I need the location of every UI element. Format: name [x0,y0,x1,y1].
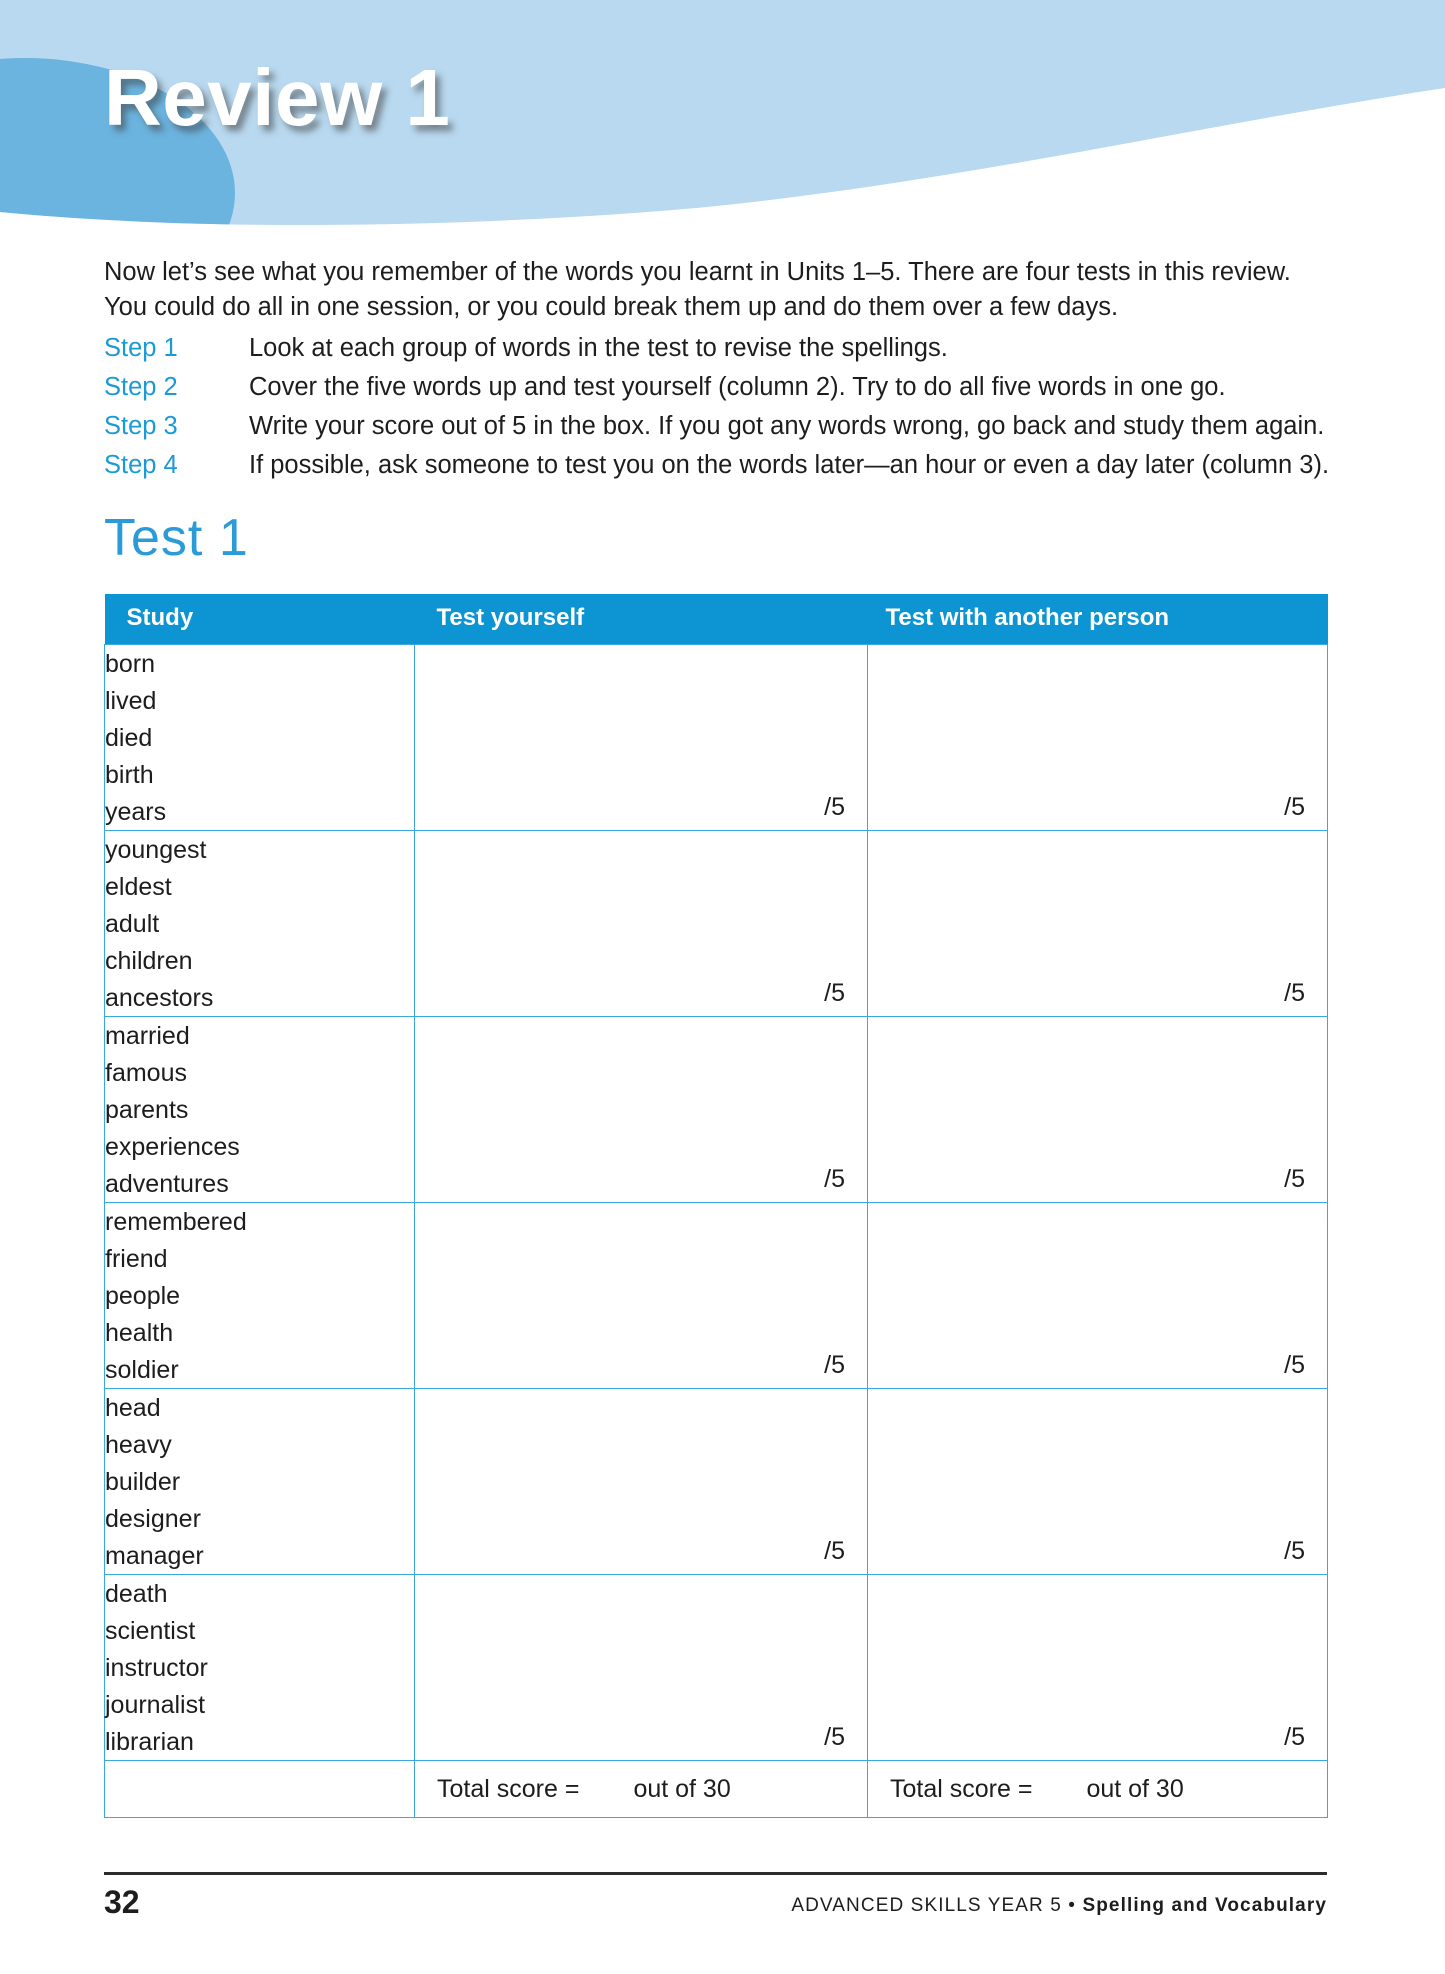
total-row-empty-cell [105,1761,415,1818]
study-word: eldest [105,873,172,901]
step-label: Step 3 [104,412,178,441]
spelling-test-table-wrapper [104,594,1327,1818]
footer-subject-label: Spelling and Vocabulary [1082,1895,1327,1916]
study-word: adult [105,910,160,938]
step-text: Write your score out of 5 in the box. If you got any words wrong, go back and study them again. [249,412,1325,441]
study-words-cell [105,1203,415,1389]
table-row [105,1575,1328,1761]
spelling-test-table [104,594,1328,1818]
study-word: death [105,1580,168,1608]
study-word: birth [105,761,154,789]
study-word: health [105,1319,174,1347]
study-word: head [105,1394,161,1422]
footer-caption [791,1895,1327,1917]
score-out-of-five: /5 [824,1165,845,1193]
step-label: Step 2 [104,373,178,402]
study-word: heavy [105,1431,172,1459]
test-yourself-answer-cell[interactable] [415,1389,868,1575]
step-label: Step 4 [104,451,178,480]
test-yourself-answer-cell[interactable] [415,831,868,1017]
study-words-cell [105,1575,415,1761]
table-row [105,645,1328,831]
study-word: years [105,798,167,826]
step-text: Look at each group of words in the test to revise the spellings. [249,334,948,362]
score-out-of-five: /5 [1284,1537,1305,1565]
table-row [105,1017,1328,1203]
study-word: manager [105,1542,204,1570]
total-score-test-yourself-cell[interactable] [415,1761,868,1818]
table-header [105,594,1328,645]
score-out-of-five: /5 [824,1537,845,1565]
test-yourself-answer-cell[interactable] [415,1203,868,1389]
study-word: adventures [105,1170,229,1198]
study-word: lived [105,687,157,715]
steps-list [104,332,1354,489]
test-another-person-answer-cell[interactable] [868,1203,1328,1389]
test-yourself-answer-cell[interactable] [415,1575,868,1761]
study-word: ancestors [105,984,214,1012]
study-word: died [105,724,153,752]
table-row [105,831,1328,1017]
total-score-out-of: out of 30 [1086,1774,1184,1803]
page-header-banner [0,0,1445,260]
study-word: instructor [105,1654,208,1682]
study-word: remembered [105,1208,247,1236]
table-row [105,1389,1328,1575]
column-header-study: Study [105,594,415,645]
score-out-of-five: /5 [1284,1723,1305,1751]
test-heading: Test 1 [104,509,249,567]
total-score-label: Total score = [890,1774,1033,1803]
table-body [105,645,1328,1818]
study-word: youngest [105,836,207,864]
score-out-of-five: /5 [824,1351,845,1379]
study-word: scientist [105,1617,196,1645]
intro-paragraph: Now let’s see what you remember of the words you learnt in Units 1–5. There are four tests in this review. You could do all in one session, or you could break them up and do them over a few days. [104,258,1291,321]
table-header-row [105,594,1328,645]
score-out-of-five: /5 [824,793,845,821]
step-text: Cover the five words up and test yourself (column 2). Try to do all five words in one go. [249,373,1226,402]
test-another-person-answer-cell[interactable] [868,645,1328,831]
study-word: children [105,947,193,975]
test-another-person-answer-cell[interactable] [868,1575,1328,1761]
table-row [105,1203,1328,1389]
score-out-of-five: /5 [1284,1351,1305,1379]
study-word: parents [105,1096,189,1124]
score-out-of-five: /5 [1284,979,1305,1007]
study-word: famous [105,1059,187,1087]
step-text: If possible, ask someone to test you on the words later—an hour or even a day later (column 3). [249,451,1330,480]
study-word: librarian [105,1728,194,1756]
score-out-of-five: /5 [1284,1165,1305,1193]
total-score-label: Total score = [437,1774,580,1803]
total-score-out-of: out of 30 [633,1774,731,1803]
study-word: friend [105,1245,168,1273]
study-word: born [105,650,156,678]
test-another-person-answer-cell[interactable] [868,831,1328,1017]
test-another-person-answer-cell[interactable] [868,1017,1328,1203]
study-word: soldier [105,1356,179,1384]
page-number: 32 [104,1884,140,1920]
study-word: designer [105,1505,201,1533]
test-yourself-answer-cell[interactable] [415,1017,868,1203]
column-header-test-yourself: Test yourself [415,594,868,645]
study-word: builder [105,1468,181,1496]
total-score-row [105,1761,1328,1818]
study-word: experiences [105,1133,240,1161]
step-row [104,449,1354,481]
footer-divider [104,1872,1327,1875]
study-words-cell [105,645,415,831]
study-word: people [105,1282,181,1310]
column-header-test-another-person: Test with another person [868,594,1328,645]
step-row [104,332,1354,364]
score-out-of-five: /5 [1284,793,1305,821]
step-row [104,371,1354,403]
score-out-of-five: /5 [824,979,845,1007]
page-title: Review 1 [104,53,451,142]
test-another-person-answer-cell[interactable] [868,1389,1328,1575]
step-label: Step 1 [104,334,178,362]
total-score-another-person-cell[interactable] [868,1761,1328,1818]
study-word: married [105,1022,190,1050]
test-yourself-answer-cell[interactable] [415,645,868,831]
study-words-cell [105,1389,415,1575]
study-words-cell [105,831,415,1017]
score-out-of-five: /5 [824,1723,845,1751]
footer-series-label: ADVANCED SKILLS YEAR 5 • [791,1895,1083,1916]
study-words-cell [105,1017,415,1203]
step-row [104,410,1354,442]
study-word: journalist [105,1691,206,1719]
